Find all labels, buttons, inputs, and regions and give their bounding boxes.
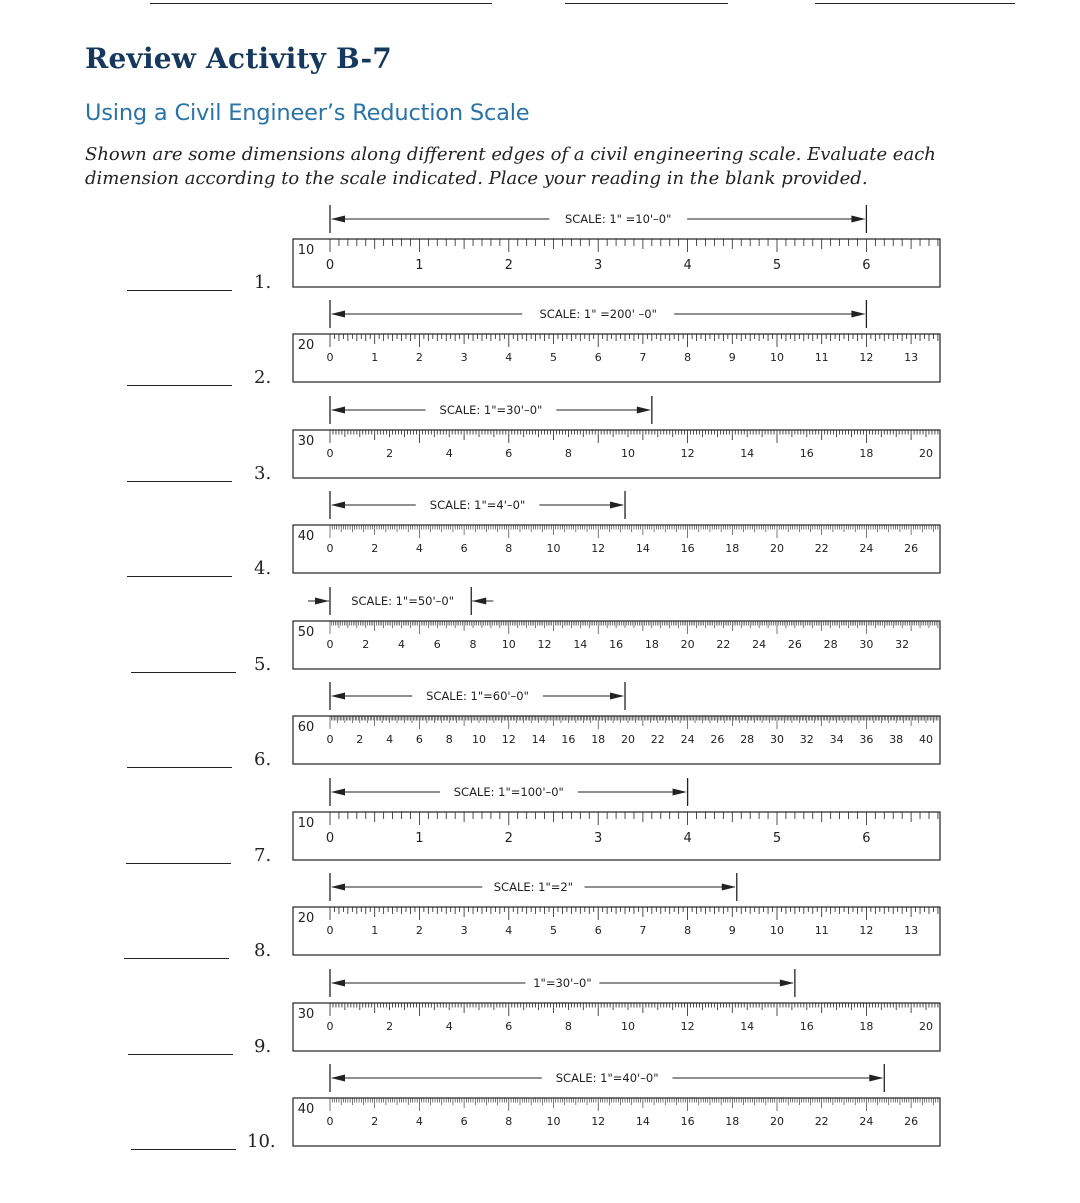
dimension-line [330, 205, 866, 233]
arrowhead-end [780, 980, 794, 987]
scale-number: 20 [770, 1115, 784, 1128]
scale-number: 11 [814, 351, 829, 364]
dimension-line [330, 1064, 884, 1092]
scale-number: 10 [501, 638, 516, 651]
scale-number: 30 [859, 638, 874, 651]
scale-number: 22 [814, 1115, 829, 1128]
scale-number: 24 [752, 638, 767, 651]
scale-number: 10 [621, 1020, 635, 1033]
scale-number: 4 [505, 351, 513, 364]
scale-ruler [293, 621, 940, 669]
arrowhead-start [331, 216, 345, 223]
scale-number: 34 [829, 733, 844, 746]
arrowhead-end [851, 311, 865, 318]
scale-number: 6 [415, 733, 423, 746]
scale-number: 16 [680, 1115, 695, 1128]
scale-number: 40 [919, 733, 933, 746]
item-number: 3. [254, 463, 272, 484]
scale-label: SCALE: 1"=50'–0" [351, 594, 455, 608]
scale-number: 8 [505, 542, 513, 555]
scale-number: 20 [919, 447, 933, 460]
scale-number: 4 [445, 447, 453, 460]
scale-number: 26 [904, 542, 919, 555]
scale-number: 0 [326, 1115, 334, 1128]
scale-number: 16 [799, 447, 814, 460]
scale-label: SCALE: 1"=100'–0" [453, 785, 564, 799]
scale-number: 6 [505, 1020, 513, 1033]
scale-diagram [0, 396, 1080, 491]
scale-number: 26 [710, 733, 725, 746]
scale-number: 24 [859, 542, 874, 555]
scale-diagram [0, 205, 1080, 300]
scale-number: 0 [326, 351, 334, 364]
scale-number: 16 [799, 1020, 814, 1033]
scale-number: 4 [683, 258, 692, 273]
scale-diagram [0, 778, 1080, 873]
scale-number: 12 [859, 924, 874, 937]
scale-number: 4 [415, 1115, 423, 1128]
arrowhead-end [637, 407, 651, 414]
scale-diagram [0, 873, 1080, 968]
scale-number: 0 [326, 1020, 334, 1033]
scale-number: 20 [919, 1020, 933, 1033]
scale-number: 3 [460, 924, 468, 937]
arrowhead-end [610, 693, 624, 700]
scale-number: 30 [770, 733, 784, 746]
arrowhead-start [331, 1075, 345, 1082]
scale-number: 18 [859, 1020, 874, 1033]
scale-number: 5 [772, 258, 782, 273]
scale-number: 2 [356, 733, 364, 746]
dimension-line [330, 491, 625, 519]
scale-number: 18 [591, 733, 606, 746]
scale-number: 6 [594, 351, 602, 364]
scale-number: 2 [362, 638, 370, 651]
scale-diagram [0, 682, 1080, 777]
scale-number: 8 [684, 351, 692, 364]
arrowhead-start [331, 311, 345, 318]
instructions-text: Shown are some dimensions along different edges of a civil engineering scale. Evaluate each dimension according to the scale indicated. Place your reading in the blank provided. [85, 144, 936, 189]
scale-ruler [293, 239, 940, 287]
scale-number: 20 [770, 542, 784, 555]
edge-number: 10 [297, 243, 315, 258]
scale-number: 18 [725, 542, 740, 555]
scale-ruler [293, 334, 940, 382]
scale-number: 4 [445, 1020, 453, 1033]
arrowhead-start [331, 502, 345, 509]
scale-label: SCALE: 1" =200' –0" [539, 307, 657, 321]
scale-number: 14 [531, 733, 546, 746]
scale-ruler [293, 716, 940, 764]
scale-number: 0 [326, 542, 334, 555]
scale-number: 1 [371, 351, 379, 364]
scale-number: 4 [505, 924, 513, 937]
scale-number: 3 [460, 351, 468, 364]
scale-number: 6 [460, 1115, 468, 1128]
scale-number: 0 [326, 733, 334, 746]
item-number: 8. [254, 940, 272, 961]
scale-ruler [293, 907, 940, 955]
scale-number: 3 [594, 258, 603, 273]
scale-number: 10 [770, 351, 784, 364]
item-number: 4. [254, 558, 272, 579]
scale-number: 6 [594, 924, 602, 937]
scale-number: 6 [862, 258, 871, 273]
edge-number: 60 [297, 720, 315, 735]
scale-number: 22 [716, 638, 731, 651]
scale-number: 10 [621, 447, 635, 460]
arrowhead-end [610, 502, 624, 509]
edge-number: 30 [297, 1007, 315, 1022]
item-number: 1. [254, 272, 272, 293]
scale-number: 8 [564, 447, 572, 460]
scale-diagram [0, 491, 1080, 586]
scale-number: 28 [823, 638, 838, 651]
edge-number: 20 [297, 911, 315, 926]
edge-number: 30 [297, 434, 315, 449]
scale-number: 12 [537, 638, 552, 651]
scale-number: 2 [371, 542, 379, 555]
scale-number: 20 [680, 638, 695, 651]
scale-number: 0 [325, 831, 335, 846]
dimension-line [330, 778, 688, 806]
scale-label: SCALE: 1"=4'–0" [429, 498, 526, 512]
dimension-line [330, 300, 866, 328]
scale-number: 13 [904, 924, 919, 937]
scale-number: 14 [740, 1020, 755, 1033]
dimension-line [330, 873, 737, 901]
scale-label: SCALE: 1"=60'–0" [426, 689, 529, 703]
arrowhead-start [331, 693, 345, 700]
scale-number: 10 [546, 1115, 561, 1128]
scale-number: 0 [326, 447, 334, 460]
scale-label: SCALE: 1" =10'–0" [564, 212, 672, 226]
arrowhead-end [851, 216, 865, 223]
item-number: 2. [254, 367, 272, 388]
scale-number: 7 [639, 351, 647, 364]
scale-number: 10 [472, 733, 486, 746]
page-title: Review Activity B-7 [85, 42, 392, 75]
item-number: 10. [247, 1131, 276, 1152]
item-number: 9. [254, 1036, 272, 1057]
scale-number: 9 [728, 351, 736, 364]
scale-number: 12 [591, 542, 606, 555]
dimension-line [308, 587, 493, 615]
scale-number: 0 [326, 924, 334, 937]
scale-number: 16 [561, 733, 576, 746]
scale-number: 22 [650, 733, 665, 746]
scale-number: 32 [799, 733, 814, 746]
scale-ruler [293, 525, 940, 573]
scale-number: 8 [445, 733, 453, 746]
edge-number: 50 [297, 625, 315, 640]
scale-diagram [0, 300, 1080, 395]
edge-number: 20 [297, 338, 315, 353]
arrowhead-start [331, 884, 345, 891]
scale-number: 26 [787, 638, 802, 651]
arrowhead-start [331, 789, 345, 796]
scale-number: 16 [609, 638, 624, 651]
scale-number: 6 [460, 542, 468, 555]
scale-ruler [293, 812, 940, 860]
dimension-line [330, 396, 652, 424]
item-number: 7. [254, 845, 272, 866]
scale-number: 14 [573, 638, 588, 651]
scale-number: 1 [371, 924, 379, 937]
scale-number: 24 [859, 1115, 874, 1128]
scale-label: SCALE: 1"=30'–0" [439, 403, 543, 417]
scale-ruler [293, 1003, 940, 1051]
scale-diagram [0, 1064, 1080, 1159]
edge-number: 40 [297, 1102, 315, 1117]
scale-number: 14 [740, 447, 755, 460]
scale-number: 5 [550, 351, 557, 364]
scale-number: 11 [814, 924, 829, 937]
scale-number: 0 [325, 258, 335, 273]
dimension-line [330, 969, 795, 997]
item-number: 5. [254, 654, 272, 675]
scale-number: 14 [635, 542, 650, 555]
scale-number: 4 [415, 542, 423, 555]
scale-number: 18 [859, 447, 874, 460]
scale-number: 36 [859, 733, 874, 746]
arrowhead-end [673, 789, 687, 796]
scale-number: 6 [433, 638, 441, 651]
scale-number: 13 [904, 351, 919, 364]
scale-number: 32 [895, 638, 910, 651]
scale-number: 2 [371, 1115, 379, 1128]
scale-number: 38 [889, 733, 904, 746]
scale-number: 0 [326, 638, 334, 651]
scale-number: 12 [859, 351, 874, 364]
scale-number: 4 [683, 831, 692, 846]
arrowhead-end [472, 598, 486, 605]
scale-number: 12 [680, 447, 695, 460]
arrowhead-end [869, 1075, 883, 1082]
scale-number: 8 [505, 1115, 513, 1128]
item-number: 6. [254, 749, 272, 770]
arrowhead-end [722, 884, 736, 891]
scale-ruler [293, 1098, 940, 1146]
scale-number: 20 [621, 733, 635, 746]
scale-number: 10 [546, 542, 561, 555]
scale-number: 7 [639, 924, 647, 937]
scale-number: 18 [725, 1115, 740, 1128]
scale-number: 6 [505, 447, 513, 460]
scale-number: 6 [862, 831, 871, 846]
scale-label: SCALE: 1"=2" [493, 880, 574, 894]
scale-number: 28 [740, 733, 755, 746]
scale-diagram [0, 587, 1080, 682]
scale-number: 5 [550, 924, 557, 937]
scale-number: 8 [469, 638, 477, 651]
scale-number: 9 [728, 924, 736, 937]
scale-number: 4 [398, 638, 406, 651]
scale-label: SCALE: 1"=40'–0" [555, 1071, 659, 1085]
scale-label: 1"=30'–0" [533, 976, 592, 990]
scale-number: 12 [680, 1020, 695, 1033]
scale-number: 12 [501, 733, 516, 746]
scale-number: 18 [644, 638, 659, 651]
scale-number: 4 [386, 733, 394, 746]
scale-number: 2 [386, 1020, 394, 1033]
arrowhead-start [331, 980, 345, 987]
scale-number: 2 [504, 831, 513, 846]
page-subtitle: Using a Civil Engineer’s Reduction Scale [85, 100, 530, 126]
scale-number: 16 [680, 542, 695, 555]
scale-ruler [293, 430, 940, 478]
scale-number: 1 [415, 831, 424, 846]
dimension-line [330, 682, 625, 710]
scale-number: 2 [386, 447, 394, 460]
edge-number: 10 [297, 816, 315, 831]
scale-number: 5 [772, 831, 782, 846]
scale-number: 8 [684, 924, 692, 937]
scale-number: 2 [504, 258, 513, 273]
edge-number: 40 [297, 529, 315, 544]
scale-number: 26 [904, 1115, 919, 1128]
scale-number: 2 [415, 924, 423, 937]
scale-number: 8 [564, 1020, 572, 1033]
scale-number: 12 [591, 1115, 606, 1128]
arrowhead-start [315, 598, 329, 605]
scale-number: 14 [635, 1115, 650, 1128]
scale-number: 22 [814, 542, 829, 555]
scale-number: 3 [594, 831, 603, 846]
arrowhead-start [331, 407, 345, 414]
scale-number: 2 [415, 351, 423, 364]
scale-number: 1 [415, 258, 424, 273]
scale-diagram [0, 969, 1080, 1064]
scale-number: 10 [770, 924, 784, 937]
scale-number: 24 [680, 733, 695, 746]
